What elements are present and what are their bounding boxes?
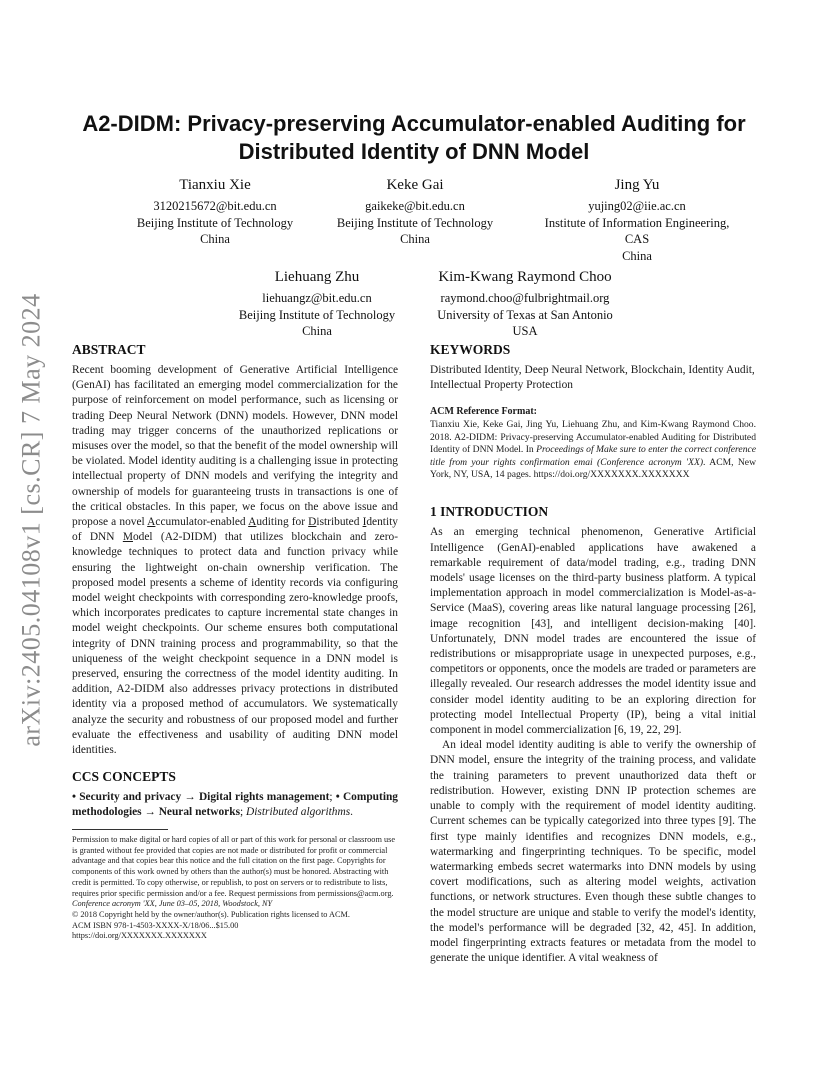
introduction-heading: 1 INTRODUCTION	[430, 504, 549, 520]
author-email: raymond.choo@fulbrightmail.org	[440, 291, 610, 305]
left-column	[72, 341, 398, 821]
author-name: Tianxiu Xie	[179, 177, 251, 193]
intro-paragraph-1: As an emerging technical phenomenon, Generative Artificial Intelligence (GenAI)-enabled applications have awakened a remarkable requirement of data/model trading, e.g., trading DNN models' usage licenses on the third-party business platform. A typical implementation approach in model commercialization is Model-as-a-Service (MaaS), covering areas like natural language processing [26], image recognition [43], and intelligent decision-making [40]. Unfortunately, DNN model trades are encountered the issue of redistributions or misappropriate usage in unexpected purposes, e.g., competitors or opponents, once the models are traded or parameters are illegally revealed. Our research addresses the model identity issue and consider model identity auditing to be an exploring direction for protecting model Intellectual Property (IP), being a vital initial component in model commercialization [6, 19, 22, 29].	[430, 526, 756, 737]
arxiv-identifier: arXiv:2405.04108v1 [cs.CR] 7 May 2024	[17, 293, 46, 747]
abstract-text: Recent booming development of Generative Artificial Intelligence (GenAI) has facilitated an emerging model commercialization for the purpose of reinforcement on model performance, such as licensing or trading Deep Neural Network (DNN) models. However, DNN model trading may trigger concerns of the unauthorized replications or misuses over the model, so that the benefit of the model ownership will be violated. Model identity auditing is a challenging issue in protecting intellectual property of DNN models and verifying the integrity and ownership of models for guaranteeing trusts in transactions is one of the critical obstacles. In this paper, we focus on the above issue and propose a novel Accumulator-enabled Auditing for Distributed Identity of DNN Model (A2-DIDM) that utilizes blockchain and zero-knowledge techniques to protect data and function privacy while ensuring the lightweight on-chain ownership verification. The proposed model presents a scheme of identity records via configuring model weight checkpoints with corresponding zero-knowledge proofs, which incorporates predicates to capture incremental state changes in model weight checkpoints. Our scheme ensures both computational integrity of DNN training process and programmability, so that the uniqueness of the weight checkpoint sequence in a DNN model is preserved, ensuring the correctness of the model identity auditing. In addition, A2-DIDM also addresses privacy protections in distributed identity via a proposed method of accumulators. We systematically analyze the security and robustness of our proposed model and further evaluate the effectiveness and usability of auditing DNN model identities.	[72, 364, 398, 757]
author-name: Liehuang Zhu	[274, 269, 360, 285]
author-email: 3120215672@bit.edu.cn	[153, 199, 277, 213]
author-block	[522, 176, 752, 264]
conference-info: Conference acronym 'XX, June 03–05, 2018, Woodstock, NY	[72, 899, 273, 909]
author-block	[203, 268, 431, 340]
author-block	[410, 268, 640, 340]
intro-paragraph-2: An ideal model identity auditing is able to verify the ownership of DNN model, ensure the integrity of the training process, and validate the training parameters to prevent unauthorized data theft or redistribution. However, existing DNN IP protection schemes are unable to comply with the requirement of model identity auditing. Current schemes can be typically categorized into three types [9]. The first type mainly identifies and recognizes DNN models, e.g., watermarking and fingerprinting techniques. To be specific, model watermarking embeds secret watermarks into DNN models by using covert modifications, such as altering model weights, activation functions, or network structures. Even though these subtle changes to the model structure are unique and stable to verify the model's identity, the model's performance will be degraded [32, 42, 45]. In addition, model fingerprinting extracts features or metadata from the model to generate the unique identifier. A vital weakness of	[430, 739, 756, 965]
doi-link[interactable]: https://doi.org/XXXXXXX.XXXXXXX	[72, 931, 207, 941]
isbn-line: ACM ISBN 978-1-4503-XXXX-X/18/06...$15.00	[72, 920, 239, 930]
author-affiliation: CAS	[624, 232, 650, 246]
author-country: China	[302, 324, 332, 338]
author-affiliation: Beijing Institute of Technology	[136, 215, 294, 230]
footnote-divider	[72, 829, 168, 830]
title-line-1: A2-DIDM: Privacy-preserving Accumulator-enabled Auditing for	[82, 111, 746, 136]
author-country: USA	[512, 324, 538, 338]
abstract-heading: ABSTRACT	[72, 342, 146, 357]
paper-title	[60, 110, 768, 166]
copyright-footnote	[72, 835, 398, 942]
title-line-2: Distributed Identity of DNN Model	[238, 139, 590, 164]
author-name: Keke Gai	[386, 177, 444, 193]
ccs-concepts: • Security and privacy → Digital rights management; • Computing methodologies → Neural networks; Distributed algorithms.	[72, 791, 399, 819]
keywords-text: Distributed Identity, Deep Neural Network, Blockchain, Identity Audit, Intellectual Property Protection	[430, 364, 755, 392]
copyright-line: © 2018 Copyright held by the owner/author(s). Publication rights licensed to ACM.	[72, 909, 350, 919]
ccs-heading: CCS CONCEPTS	[72, 769, 176, 785]
author-block	[115, 176, 315, 248]
acm-ref-heading: ACM Reference Format:	[430, 406, 537, 418]
author-affiliation: Beijing Institute of Technology	[336, 215, 494, 230]
author-country: China	[622, 248, 652, 263]
author-name: Kim-Kwang Raymond Choo	[438, 269, 612, 285]
author-country: China	[400, 232, 430, 246]
acm-reference: Tianxiu Xie, Keke Gai, Jing Yu, Liehuang Zhu, and Kim-Kwang Raymond Choo. 2018. A2-DIDM: Privacy-preserving Accumulator-enabled Auditing for Distributed Identity of DNN Model. In Proceedings of Make sure to enter the correct conference title from your rights confirmation emai (Conference acronym 'XX). ACM, New York, NY, USA, 14 pages. https://doi.org/XXXXXXX.XXXXXXX	[430, 419, 757, 481]
author-affiliation: University of Texas at San Antonio	[437, 307, 613, 322]
author-block	[315, 176, 515, 248]
author-affiliation: Beijing Institute of Technology	[238, 307, 396, 322]
author-email: yujing02@iie.ac.cn	[588, 199, 686, 213]
author-email: gaikeke@bit.edu.cn	[365, 199, 465, 213]
keywords-heading: KEYWORDS	[430, 342, 511, 357]
author-name: Jing Yu	[614, 177, 660, 193]
author-email: liehuangz@bit.edu.cn	[262, 291, 372, 305]
author-country: China	[200, 232, 230, 246]
author-affiliation: Institute of Information Engineering,	[544, 215, 730, 230]
permission-notice: Permission to make digital or hard copies of all or part of this work for personal or classroom use is granted without fee provided that copies are not made or distributed for profit or commercial advantage and that copies bear this notice and the full citation on the first page. Copyrights for components of this work owned by others than the author(s) must be honored. Abstracting with credit is permitted. To copy otherwise, or republish, to post on servers or to redistribute to lists, requires prior specific permission and/or a fee. Request permissions from permissions@acm.org.	[72, 835, 396, 898]
right-column	[430, 341, 756, 966]
